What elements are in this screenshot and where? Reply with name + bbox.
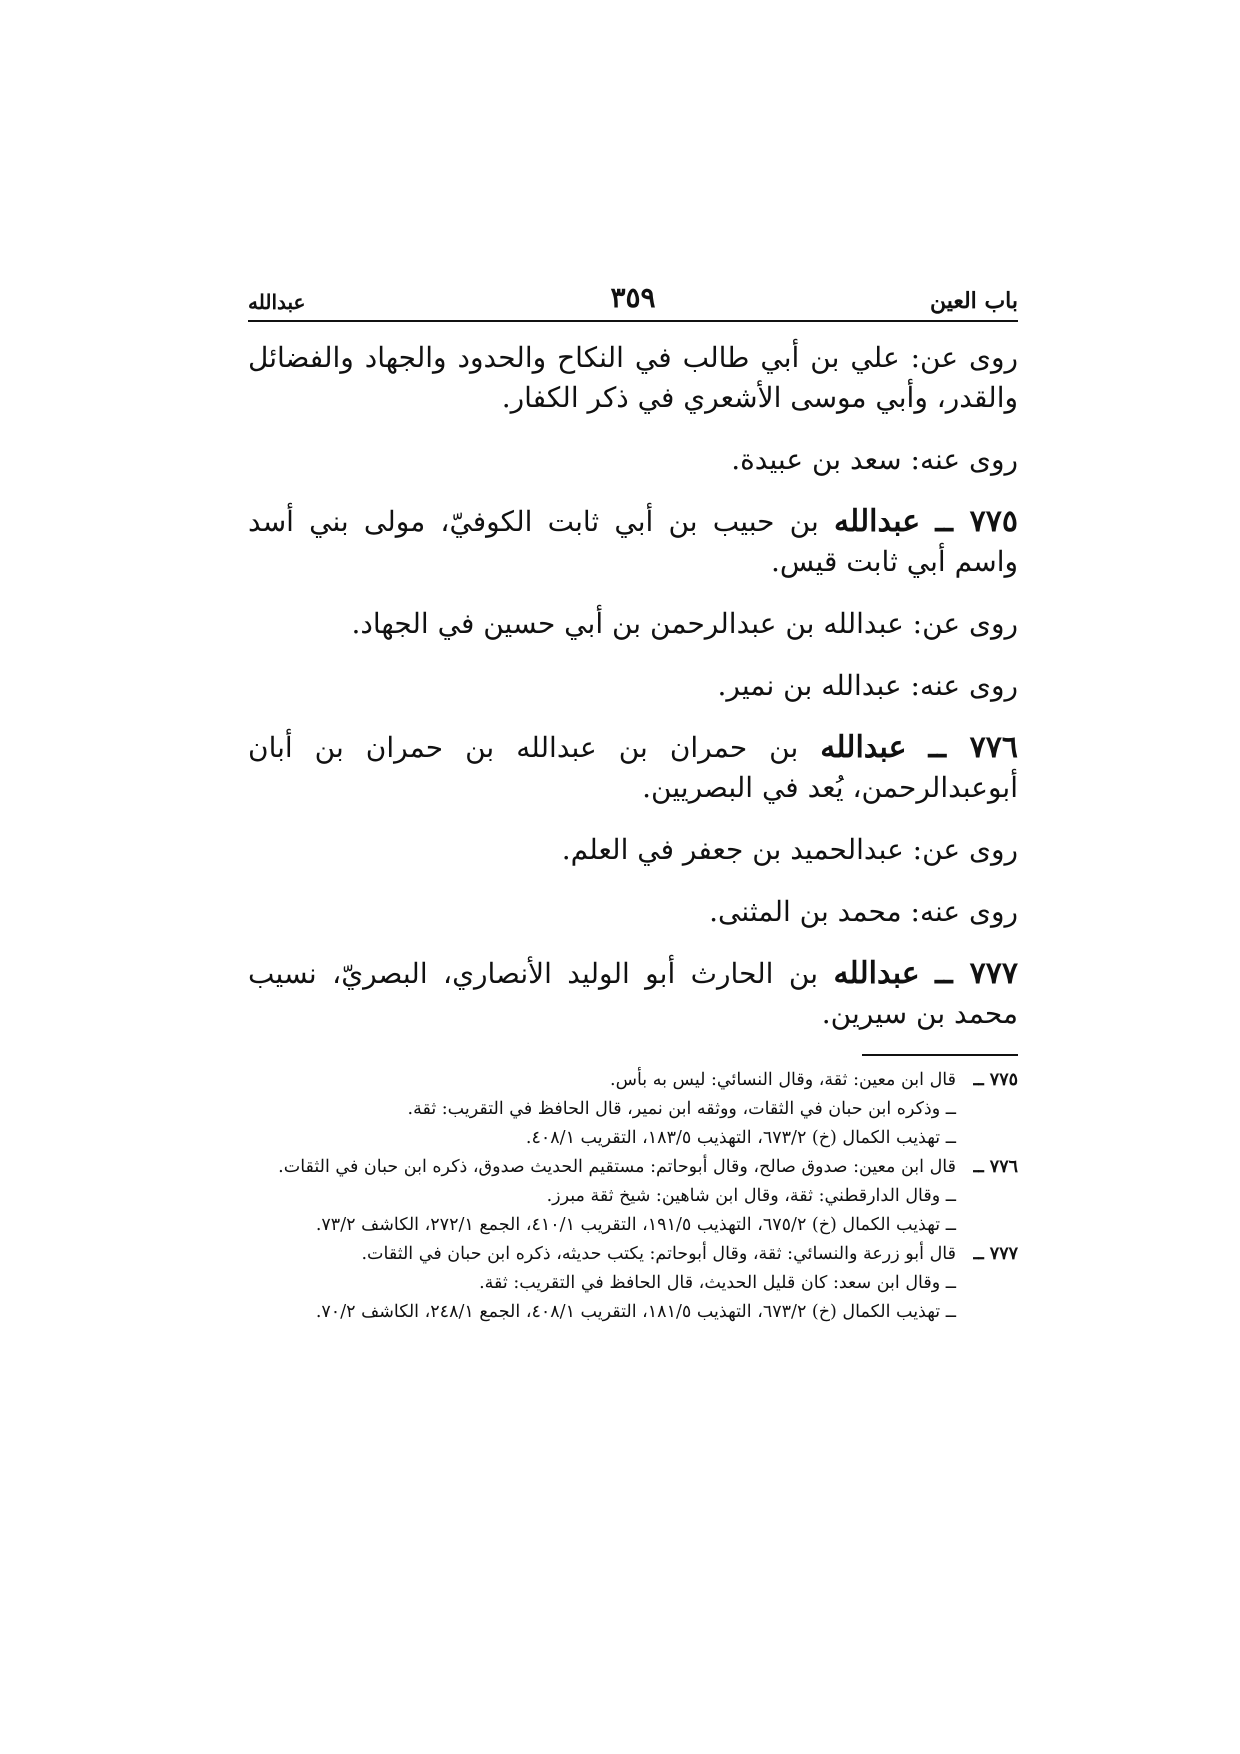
entry-776	[248, 728, 1018, 808]
footnote-777	[248, 1240, 1018, 1327]
entry-777	[248, 954, 1018, 1034]
footnote-number: ٧٧٦ ــ	[973, 1157, 1018, 1177]
footnote-line: قال ابن معين: صدوق صالح، وقال أبوحاتم: مستقيم الحديث صدوق، ذكره ابن حبان في الثقات.	[278, 1157, 956, 1177]
footnote-number: ٧٧٧ ــ	[973, 1244, 1018, 1264]
footnote-line: ــ تهذيب الكمال (خ) ٦٧٣/٢، التهذيب ١٨٣/٥، التقريب ٤٠٨/١.	[525, 1128, 956, 1148]
paragraph-narrated-by: روى عنه: عبدالله بن نمير.	[717, 669, 1018, 702]
entry-number: ٧٧٥ ــ	[935, 504, 1018, 539]
footnote-776	[248, 1153, 1018, 1240]
entry-775	[248, 502, 1018, 582]
footnote-line: ــ وقال ابن سعد: كان قليل الحديث، قال الحافظ في التقريب: ثقة.	[479, 1273, 956, 1293]
main-text	[248, 338, 1018, 1056]
paragraph-narrated-by: روى عنه: سعد بن عبيدة.	[731, 443, 1018, 476]
footnote-line: ــ وذكره ابن حبان في الثقات، ووثقه ابن نمير، قال الحافظ في التقريب: ثقة.	[407, 1099, 956, 1119]
footnote-line: ــ تهذيب الكمال (خ) ٦٧٥/٢، التهذيب ١٩١/٥، التقريب ٤١٠/١، الجمع ٢٧٢/١، الكاشف ٧٣/٢.	[315, 1215, 956, 1235]
page-number: ٣٥٩	[610, 281, 656, 314]
entry-number: ٧٧٧ ــ	[935, 956, 1018, 991]
footnote-line: ــ تهذيب الكمال (خ) ٦٧٣/٢، التهذيب ١٨١/٥، التقريب ٤٠٨/١، الجمع ٢٤٨/١، الكاشف ٧٠/٢.	[315, 1302, 956, 1322]
paragraph-narrated-from: روى عن: عبدالله بن عبدالرحمن بن أبي حسين في الجهاد.	[351, 607, 1018, 640]
paragraph-narrated-by: روى عنه: محمد بن المثنى.	[709, 895, 1018, 928]
footnote-divider	[862, 1054, 1018, 1056]
footnote-number: ٧٧٥ ــ	[973, 1070, 1018, 1090]
chapter-title: باب العين	[929, 288, 1018, 314]
footnote-775	[248, 1066, 1018, 1153]
entry-number: ٧٧٦ ــ	[928, 730, 1019, 765]
running-header	[248, 280, 1018, 322]
paragraph-narrated-from: روى عن: عبدالحميد بن جعفر في العلم.	[561, 833, 1018, 866]
footnote-line: قال ابن معين: ثقة، وقال النسائي: ليس به بأس.	[610, 1070, 956, 1090]
paragraph-narrated-from: روى عن: علي بن أبي طالب في النكاح والحدود والجهاد والفضائل والقدر، وأبي موسى الأشعري في ذكر الكفار.	[248, 341, 1018, 414]
footnote-line: قال أبو زرعة والنسائي: ثقة، وقال أبوحاتم: يكتب حديثه، ذكره ابن حبان في الثقات.	[361, 1244, 956, 1264]
entry-text: بن الحارث أبو الوليد الأنصاري، البصريّ، نسيب محمد بن سيرين.	[248, 957, 1018, 1030]
section-title: عبدالله	[248, 290, 306, 314]
footnote-line: ــ وقال الدارقطني: ثقة، وقال ابن شاهين: شيخ ثقة مبرز.	[546, 1186, 956, 1206]
entry-name: عبدالله	[833, 504, 921, 539]
entry-name: عبدالله	[820, 730, 907, 765]
footnotes	[248, 1066, 1018, 1327]
entry-text: بن حمران بن عبدالله بن حمران بن أبان أبوعبدالرحمن، يُعد في البصريين.	[248, 731, 1018, 804]
entry-text: بن حبيب بن أبي ثابت الكوفيّ، مولى بني أسد واسم أبي ثابت قيس.	[248, 505, 1018, 578]
entry-name: عبدالله	[833, 956, 920, 991]
